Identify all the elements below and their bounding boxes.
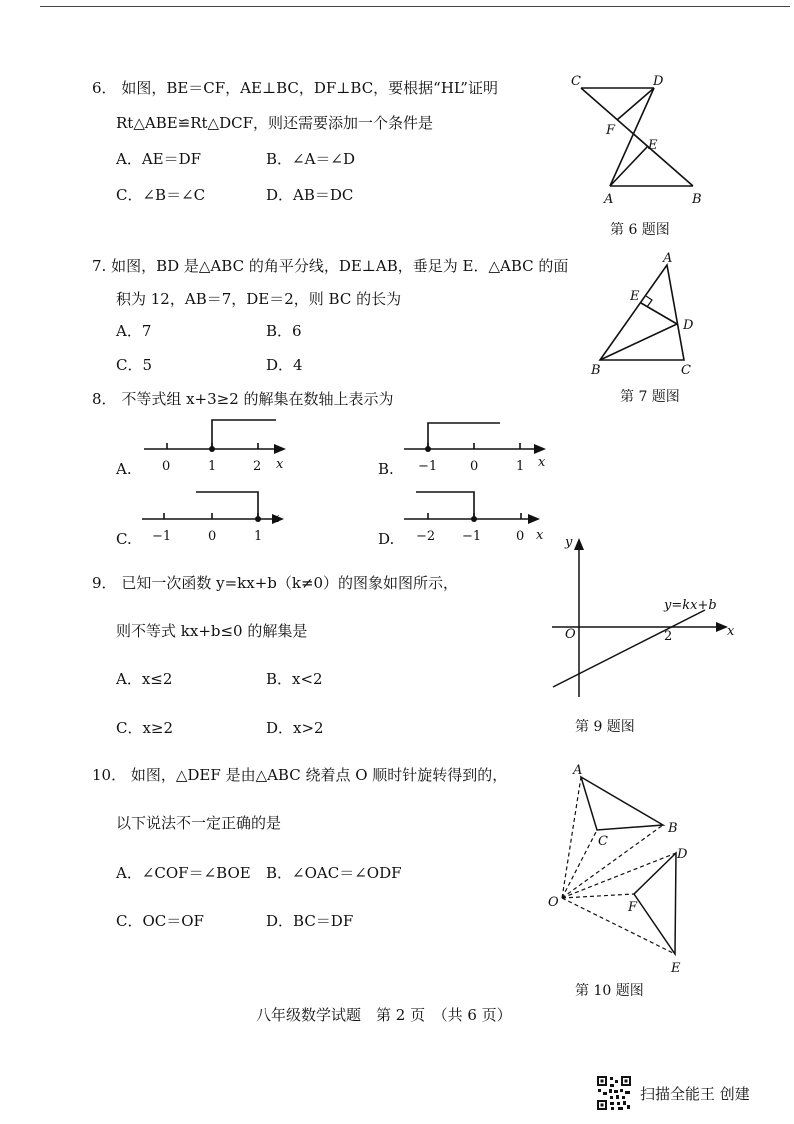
q10-dashed-oe [562,898,675,954]
q7-text-1: 如图，BD 是△ABC 的角平分线，DE⊥AB，垂足为 E．△ABC 的面 [111,257,569,275]
q10-line2: 以下说法不一定正确的是 [116,814,282,832]
q8-c-tick-label-0: 0 [208,529,217,544]
q9-option-b: B．x<2 [266,670,323,688]
q8-option-c-numberline [140,484,300,548]
q10-triangle-abc [581,777,663,830]
q8-option-c-letter: C. [116,530,132,548]
q10-dashed-of [562,894,634,898]
q8-option-d-letter: D. [378,530,395,548]
q7-triangle-abc [600,265,684,360]
q9-option-d: D．x>2 [266,719,324,737]
q7-label-a: A [663,251,673,266]
q8-option-d-numberline [402,484,562,548]
q8-d-arrow [528,514,540,524]
q8-a-tick-label-2: 2 [253,459,262,474]
q9-figure-caption: 第 9 题图 [575,719,635,735]
q8-c-axis-label: x [272,511,280,526]
q9-y-label: y [565,535,573,550]
q8-d-solution-ray [416,492,474,519]
q9-line1 [92,572,458,593]
q9-option-c: C．x≥2 [116,719,174,737]
q8-d-solid-point [471,516,477,522]
q7-option-a: A．7 [116,322,152,340]
q7-label-d: D [683,318,694,333]
q8-b-solution-ray [428,423,500,449]
q8-a-tick-label-1: 1 [208,459,217,474]
q7-label-b: B [591,363,601,378]
q8-d-axis-label: x [536,528,544,543]
q10-label-a: A [573,763,583,778]
q10-dashed-oa [562,777,581,898]
q7-option-d: D．4 [266,356,303,374]
q10-figure [540,760,720,980]
q10-number: 10． [92,766,127,784]
q10-triangle-def [634,853,676,954]
q8-c-solution-ray [196,492,258,519]
q8-b-solid-point [425,446,431,452]
q6-label-f: F [606,123,616,138]
q8-a-axis-label: x [276,457,284,472]
q7-option-c: C．5 [116,356,153,374]
q9-x-label: x [727,624,735,639]
q6-option-b: B．∠A＝∠D [266,150,356,168]
q10-label-d: D [677,847,688,862]
q9-line-label: y=kx+b [664,598,717,613]
page-footer: 八年级数学试题 第 2 页 （共 6 页） [256,1006,512,1024]
q7-line2: 积为 12，AB＝7，DE＝2，则 BC 的长为 [116,290,402,308]
q8-c-tick-label-neg1: −1 [152,529,172,544]
q10-label-e: E [671,961,681,976]
q10-option-c: C．OC＝OF [116,912,204,930]
q6-label-b: B [692,192,702,207]
q8-c-tick-label-1: 1 [254,529,263,544]
q9-origin-label: O [565,627,576,642]
q7-label-c: C [681,363,691,378]
q6-line2: Rt△ABE≌Rt△DCF，则还需要添加一个条件是 [116,114,434,132]
q8-text: 不等式组 x+3≥2 的解集在数轴上表示为 [121,390,394,408]
q7-figure-caption: 第 7 题图 [620,389,680,405]
q8-b-axis-label: x [538,455,546,470]
q8-b-tick-label-1: 1 [516,459,525,474]
q9-number: 9． [92,574,117,592]
qr-code-icon [596,1075,632,1111]
q10-dashed-oc [562,830,597,898]
q9-y-arrow [574,538,584,550]
q6-option-c: C．∠B＝∠C [116,186,206,204]
q10-dashed-ob [562,825,663,898]
q6-figure [565,66,715,216]
q8-a-tick-label-0: 0 [162,459,171,474]
q10-text-1: 如图，△DEF 是由△ABC 绕着点 O 顺时针旋转得到的， [130,766,508,784]
q8-c-solid-point [255,516,261,522]
q10-label-b: B [668,821,678,836]
q9-option-a: A．x≤2 [116,670,173,688]
q7-line1 [92,255,568,276]
top-rule [40,6,790,7]
q7-figure [585,248,705,380]
q9-line2: 则不等式 kx+b≤0 的解集是 [116,622,308,640]
q8-line1 [92,388,394,409]
q6-figure-caption: 第 6 题图 [610,222,670,238]
q7-right-angle-mark [646,296,652,307]
q8-a-solid-point [209,446,215,452]
q8-option-a-numberline [140,414,300,478]
q7-number: 7. [92,257,107,275]
q8-a-solution-ray [212,420,276,449]
q8-b-arrow [534,444,546,454]
q10-label-o: O [548,895,559,910]
q10-option-d: D．BC＝DF [266,912,354,930]
q8-d-tick-label-neg2: −2 [416,529,436,544]
q6-label-e: E [648,138,658,153]
q8-d-tick-label-0: 0 [516,529,525,544]
q8-option-a-letter: A. [116,460,132,478]
q7-label-e: E [630,289,640,304]
q6-segment-df [617,88,654,120]
q6-segment-ae [610,146,648,186]
q7-option-b: B．6 [266,322,302,340]
q8-b-tick-label-neg1: −1 [418,459,438,474]
q6-line1 [92,77,498,98]
q8-option-b-letter: B. [378,460,394,478]
q10-line1 [92,764,507,785]
q6-number: 6． [92,79,117,97]
q10-label-c: C [598,834,608,849]
q6-label-d: D [653,74,664,89]
q9-text-1: 已知一次函数 y=kx+b（k≠0）的图象如图所示， [121,574,459,592]
q6-text-1: 如图，BE＝CF，AE⊥BC，DF⊥BC，要根据“HL”证明 [121,79,498,97]
q10-label-f: F [628,900,638,915]
q10-figure-caption: 第 10 题图 [575,983,644,999]
scanner-watermark-text: 扫描全能王 创建 [640,1085,750,1103]
q6-option-a: A．AE＝DF [116,150,202,168]
q8-a-arrow [274,444,286,454]
q6-label-c: C [571,74,581,89]
q7-segment-de [641,303,677,324]
q6-option-d: D．AB＝DC [266,186,354,204]
q8-number: 8． [92,390,117,408]
q9-figure [545,530,745,710]
q10-dashed-od [562,853,676,898]
q9-function-line [553,610,705,687]
q6-label-a: A [604,192,614,207]
q10-option-b: B．∠OAC＝∠ODF [266,864,402,882]
q8-d-tick-label-neg1: −1 [462,529,482,544]
q8-option-b-numberline [402,414,562,478]
q7-segment-bd [600,324,677,360]
q9-intercept-label: 2 [664,629,673,644]
q6-segment-da [610,88,654,186]
q10-option-a: A．∠COF＝∠BOE [116,864,251,882]
q8-b-tick-label-0: 0 [470,459,479,474]
